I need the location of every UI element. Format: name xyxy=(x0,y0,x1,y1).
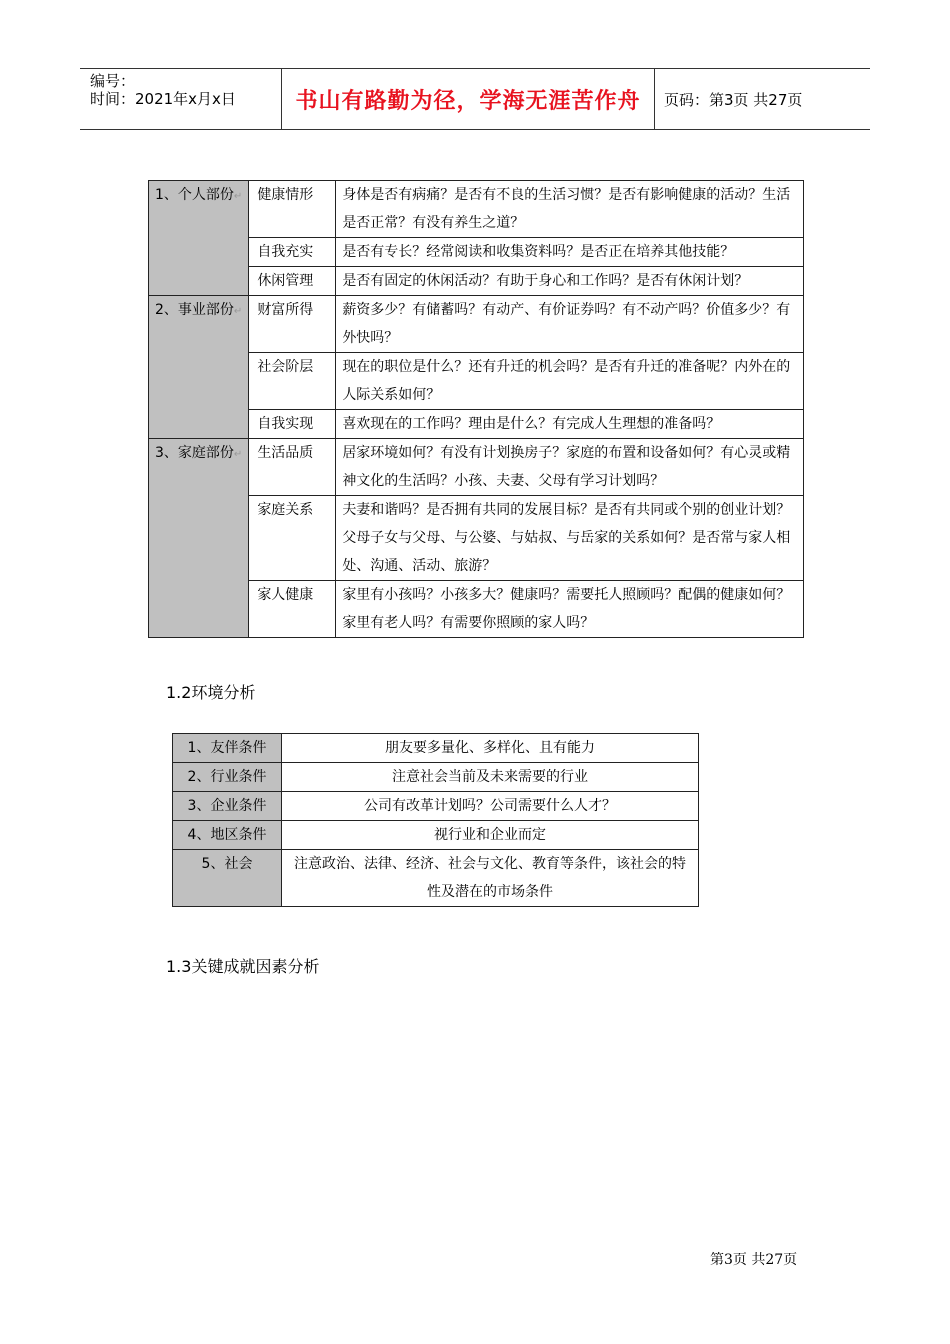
env-label-cell: 5、社会 xyxy=(173,850,282,907)
table-row xyxy=(173,821,699,850)
category-cell: 1、个人部份↵ xyxy=(149,181,249,296)
desc-cell: 家里有小孩吗？小孩多大？健康吗？需要托人照顾吗？配偶的健康如何？家里有老人吗？有需要你照顾的家人吗？ xyxy=(336,581,804,638)
section-heading-key-factors: 1.3关键成就因素分析 xyxy=(166,957,320,976)
item-cell: 财富所得 xyxy=(249,296,336,353)
header-page-cell xyxy=(655,69,870,129)
category-cell: 3、家庭部份↵ xyxy=(149,439,249,638)
motto: 书山有路勤为径，学海无涯苦作舟 xyxy=(295,88,641,114)
section-heading-environment: 1.2环境分析 xyxy=(166,683,256,702)
table-row xyxy=(173,792,699,821)
table-row xyxy=(149,439,804,496)
number-label: 编号： xyxy=(90,72,136,90)
env-label-cell: 1、友伴条件 xyxy=(173,734,282,763)
page-footer: 第3页 共27页 xyxy=(710,1252,798,1268)
desc-cell: 夫妻和谐吗？是否拥有共同的发展目标？是否有共同或个别的创业计划？父母子女与父母、与公婆、与姑叔、与岳家的关系如何？是否常与家人相处、沟通、活动、旅游？ xyxy=(336,496,804,581)
item-cell: 健康情形 xyxy=(249,181,336,238)
env-label-cell: 2、行业条件 xyxy=(173,763,282,792)
desc-cell: 现在的职位是什么？还有升迁的机会吗？是否有升迁的准备呢？内外在的人际关系如何？ xyxy=(336,353,804,410)
item-cell: 家人健康 xyxy=(249,581,336,638)
item-cell: 休闲管理 xyxy=(249,267,336,296)
item-cell: 自我实现 xyxy=(249,410,336,439)
environment-table xyxy=(172,733,699,907)
env-value-cell: 注意社会当前及未来需要的行业 xyxy=(282,763,699,792)
env-value-cell: 朋友要多量化、多样化、且有能力 xyxy=(282,734,699,763)
desc-cell: 居家环境如何？有没有计划换房子？家庭的布置和设备如何？有心灵或精神文化的生活吗？小孩、夫妻、父母有学习计划吗？ xyxy=(336,439,804,496)
table-row xyxy=(173,763,699,792)
env-label-cell: 3、企业条件 xyxy=(173,792,282,821)
env-label-cell: 4、地区条件 xyxy=(173,821,282,850)
env-value-cell: 公司有改革计划吗？公司需要什么人才？ xyxy=(282,792,699,821)
header-motto-cell xyxy=(282,69,655,129)
item-cell: 社会阶层 xyxy=(249,353,336,410)
table-row xyxy=(173,734,699,763)
table-row xyxy=(173,850,699,907)
env-value-cell: 视行业和企业而定 xyxy=(282,821,699,850)
item-cell: 家庭关系 xyxy=(249,496,336,581)
time-label: 时间：2021年x月x日 xyxy=(90,90,236,108)
desc-cell: 是否有专长？经常阅读和收集资料吗？是否正在培养其他技能？ xyxy=(336,238,804,267)
category-cell: 2、事业部份↵ xyxy=(149,296,249,439)
desc-cell: 薪资多少？有储蓄吗？有动产、有价证券吗？有不动产吗？价值多少？有外快吗？ xyxy=(336,296,804,353)
desc-cell: 是否有固定的休闲活动？有助于身心和工作吗？是否有休闲计划？ xyxy=(336,267,804,296)
page-header xyxy=(80,68,870,130)
item-cell: 生活品质 xyxy=(249,439,336,496)
table-row xyxy=(149,181,804,238)
item-cell: 自我充实 xyxy=(249,238,336,267)
desc-cell: 身体是否有病痛？是否有不良的生活习惯？是否有影响健康的活动？生活是否正常？有没有养生之道？ xyxy=(336,181,804,238)
table-row xyxy=(149,296,804,353)
page-label: 页码：第3页 共27页 xyxy=(664,90,803,109)
env-value-cell: 注意政治、法律、经济、社会与文化、教育等条件，该社会的特性及潜在的市场条件 xyxy=(282,850,699,907)
header-meta-cell xyxy=(80,69,282,129)
desc-cell: 喜欢现在的工作吗？理由是什么？有完成人生理想的准备吗？ xyxy=(336,410,804,439)
personal-analysis-table xyxy=(148,180,804,638)
